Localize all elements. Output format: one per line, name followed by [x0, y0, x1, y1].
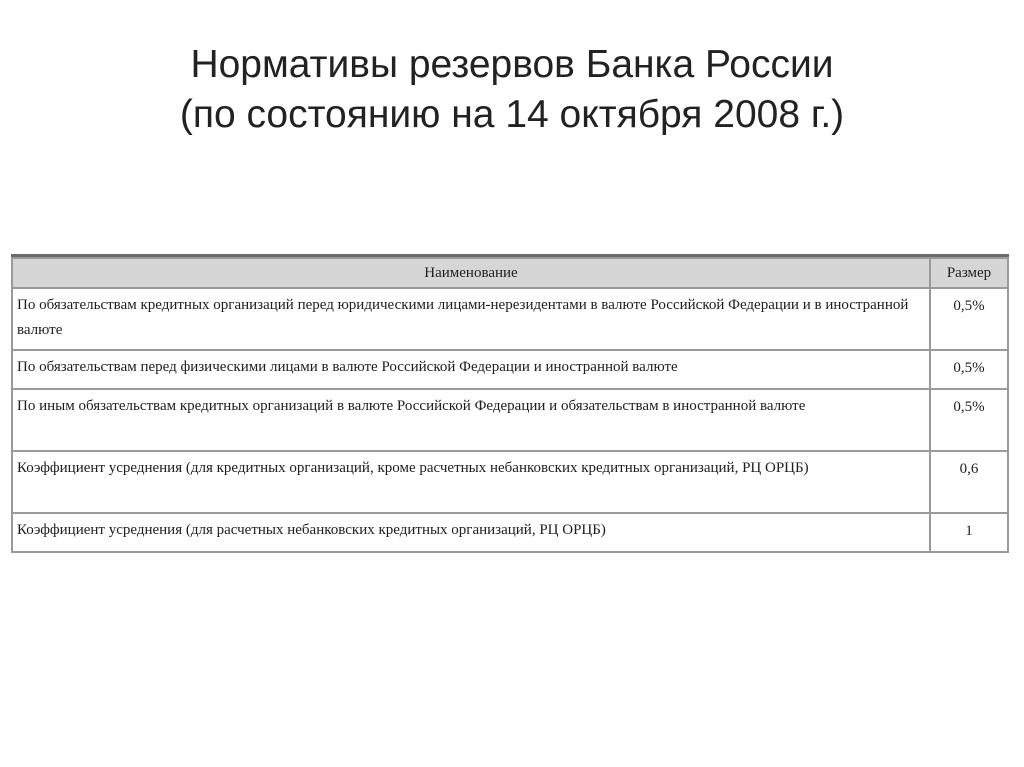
row-size: 0,5% [930, 389, 1008, 451]
row-name: Коэффициент усреднения (для кредитных организаций, кроме расчетных небанковских кредитных организаций, РЦ ОРЦБ) [12, 451, 930, 513]
table-row [12, 513, 1008, 552]
header-name: Наименование [12, 258, 930, 288]
row-size: 0,5% [930, 288, 1008, 350]
row-name: По иным обязательствам кредитных организаций в валюте Российской Федерации и обязательствам в иностранной валюте [12, 389, 930, 451]
row-name: По обязательствам кредитных организаций перед юридическими лицами-нерезидентами в валюте Российской Федерации и в иностранной валюте [12, 288, 930, 350]
slide-title-line-1: Нормативы резервов Банка России [190, 43, 834, 86]
row-name: По обязательствам перед физическими лицами в валюте Российской Федерации и иностранной валюте [12, 350, 930, 389]
table-row [12, 350, 1008, 389]
table-row [12, 389, 1008, 451]
table-row [12, 288, 1008, 350]
table-header-row [12, 258, 1008, 288]
header-size: Размер [930, 258, 1008, 288]
reserve-requirements-table [11, 254, 1009, 553]
row-name: Коэффициент усреднения (для расчетных небанковских кредитных организаций, РЦ ОРЦБ) [12, 513, 930, 552]
table-row [12, 451, 1008, 513]
row-size: 0,5% [930, 350, 1008, 389]
row-size: 1 [930, 513, 1008, 552]
slide-title-line-2: (по состоянию на 14 октября 2008 г.) [179, 93, 845, 136]
slide-title [0, 40, 1024, 140]
table [11, 257, 1009, 553]
row-size: 0,6 [930, 451, 1008, 513]
